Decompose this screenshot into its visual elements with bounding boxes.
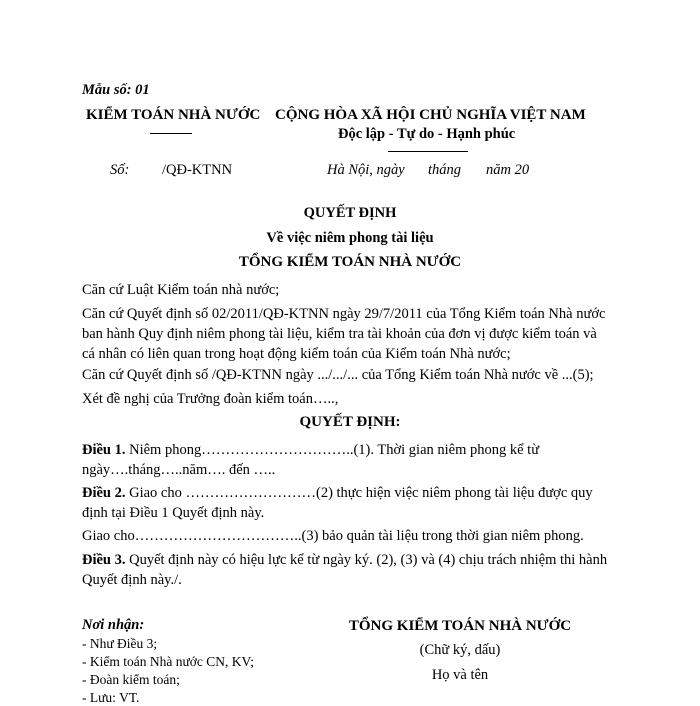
article-2-label: Điều 2. bbox=[82, 485, 126, 501]
article-3-text: Quyết định này có hiệu lực kể từ ngày ký. (2), (3) và (4) chịu trách nhiệm thi hành Quyết định này./. bbox=[82, 552, 608, 588]
issuing-organization: KIỂM TOÁN NHÀ NƯỚC bbox=[86, 107, 261, 123]
document-number-suffix: /QĐ-KTNN bbox=[162, 162, 233, 178]
article-3-label: Điều 3. bbox=[82, 552, 126, 568]
date-month: tháng bbox=[428, 162, 462, 178]
recipient-item: - Đoàn kiểm toán; bbox=[82, 672, 180, 687]
article-2-assignment: Giao cho……………………………..(3) bảo quản tài liệu trong thời gian niêm phong. bbox=[82, 528, 584, 544]
preamble-decision: Căn cứ Quyết định số /QĐ-KTNN ngày .../.../... của Tổng Kiểm toán Nhà nước về ...(5); bbox=[82, 367, 594, 383]
article-1-text: Niêm phong…………………………..(1). Thời gian niêm phong kể từ ngày….tháng…..năm…. đến ….. bbox=[82, 442, 540, 478]
preamble-law: Căn cứ Luật Kiểm toán nhà nước; bbox=[82, 282, 280, 298]
article-3 bbox=[82, 550, 608, 590]
recipient-item: - Như Điều 3; bbox=[82, 636, 158, 651]
signature-title: TỔNG KIỂM TOÁN NHÀ NƯỚC bbox=[348, 618, 572, 634]
preamble-regulation: Căn cứ Quyết định số 02/2011/QĐ-KTNN ngày 29/7/2011 của Tổng Kiểm toán Nhà nước ban hành Quy định niêm phong tài liệu, kiểm tra tài khoản của đơn vị được kiểm toán và cá nhân có liên quan trong hoạt động kiểm toán của Kiểm toán Nhà nước; bbox=[82, 306, 606, 362]
place-date: Hà Nội, ngày bbox=[327, 162, 405, 178]
document-number-label: Số: bbox=[110, 162, 130, 178]
decides-heading: QUYẾT ĐỊNH: bbox=[299, 414, 401, 430]
recipient-item: - Kiểm toán Nhà nước CN, KV; bbox=[82, 654, 255, 669]
national-motto: Độc lập - Tự do - Hạnh phúc bbox=[338, 126, 516, 142]
article-1 bbox=[82, 440, 608, 480]
signature-note: (Chữ ký, dấu) bbox=[419, 642, 501, 658]
decision-subject: Về việc niêm phong tài liệu bbox=[266, 230, 434, 246]
recipient-item: - Lưu: VT. bbox=[82, 690, 140, 705]
article-1-label: Điều 1. bbox=[82, 442, 126, 458]
national-title: CỘNG HÒA XÃ HỘI CHỦ NGHĨA VIỆT NAM bbox=[275, 107, 586, 123]
article-2-text: Giao cho ………………………(2) thực hiện việc niêm phong tài liệu được quy định tại Điều 1 Quyết định này. bbox=[82, 485, 593, 521]
date-year: năm 20 bbox=[486, 162, 530, 178]
issuer-title: TỔNG KIỂM TOÁN NHÀ NƯỚC bbox=[238, 254, 462, 270]
article-2 bbox=[82, 483, 608, 523]
preamble-proposal: Xét đề nghị của Trưởng đoàn kiểm toán….., bbox=[82, 391, 339, 407]
org-underline bbox=[150, 133, 192, 134]
decision-title: QUYẾT ĐỊNH bbox=[303, 205, 397, 221]
signature-name: Họ và tên bbox=[431, 667, 489, 683]
recipients-label: Nơi nhận: bbox=[82, 617, 145, 633]
motto-underline bbox=[388, 151, 468, 152]
form-number: Mẫu số: 01 bbox=[82, 82, 150, 98]
